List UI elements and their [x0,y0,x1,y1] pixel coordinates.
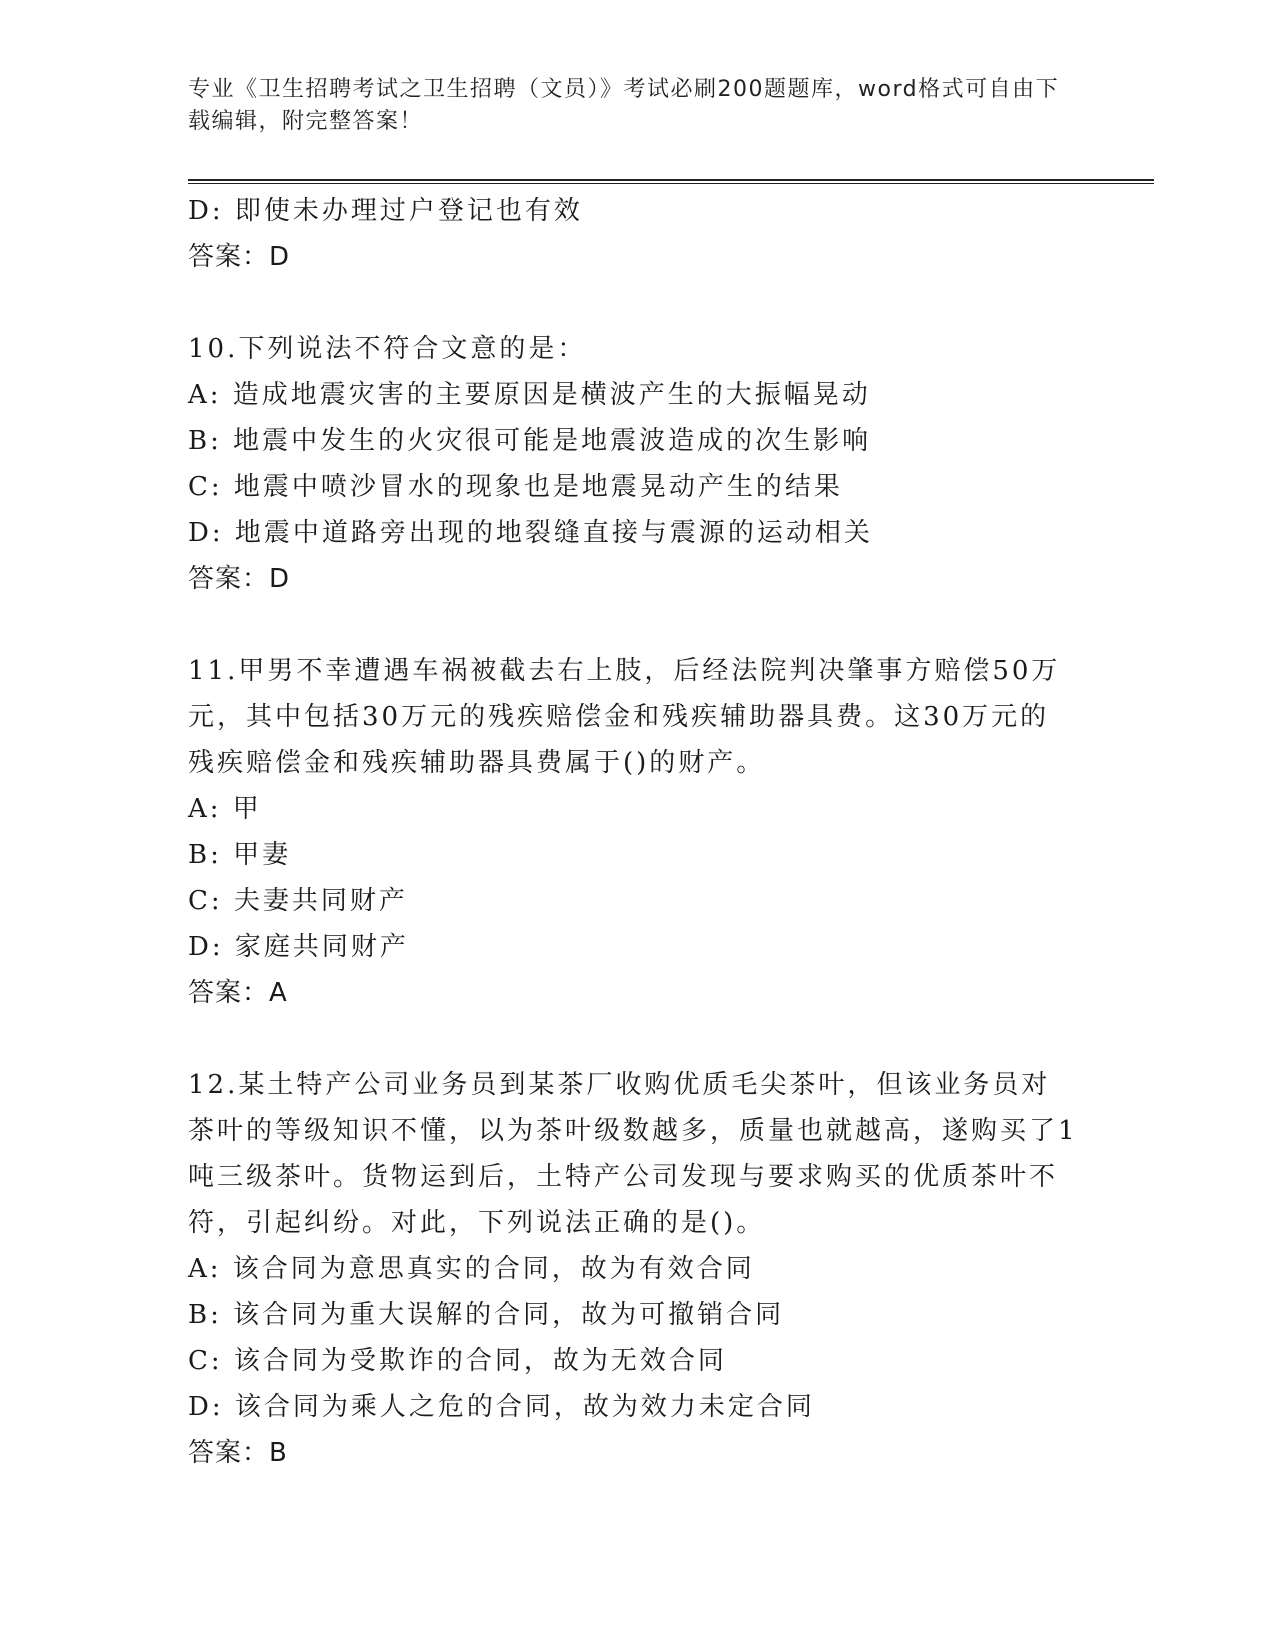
option-d: D: 即使未办理过户登记也有效 [188,196,583,226]
question-stem: 10.下列说法不符合文意的是： [188,334,587,364]
option-a: A: 甲 [188,794,262,824]
question-11 [188,648,1078,1016]
option-a: A: 该合同为意思真实的合同，故为有效合同 [188,1254,755,1284]
option-b: B: 地震中发生的火灾很可能是地震波造成的次生影响 [188,426,872,456]
option-d: D: 地震中道路旁出现的地裂缝直接与震源的运动相关 [188,518,873,548]
answer-line: 答案：D [188,564,291,594]
question-stem: 11.甲男不幸遭遇车祸被截去右上肢，后经法院判决肇事方赔偿50万元，其中包括30万元的残疾赔偿金和残疾辅助器具费。这30万元的残疾赔偿金和残疾辅助器具费属于()的财产。 [188,656,1061,778]
document-page [188,0,1154,1650]
spacer [188,1016,1078,1062]
header-divider [188,179,1154,184]
option-d: D: 该合同为乘人之危的合同，故为效力未定合同 [188,1392,815,1422]
option-a: A: 造成地震灾害的主要原因是横波产生的大振幅晃动 [188,380,871,410]
option-b: B: 该合同为重大误解的合同，故为可撤销合同 [188,1300,785,1330]
question-9-tail [188,188,1078,280]
question-12 [188,1062,1078,1476]
question-10 [188,326,1078,602]
answer-line: 答案：B [188,1438,288,1468]
answer-line: 答案：A [188,978,288,1008]
option-c: C: 该合同为受欺诈的合同，故为无效合同 [188,1346,727,1376]
question-list [188,188,1078,1476]
option-d: D: 家庭共同财产 [188,932,409,962]
option-c: C: 夫妻共同财产 [188,886,408,916]
document-header: 专业《卫生招聘考试之卫生招聘（文员）》考试必刷200题题库，word格式可自由下载编辑，附完整答案！ [188,77,1060,134]
spacer [188,280,1078,326]
option-b: B: 甲妻 [188,840,292,870]
answer-line: 答案：D [188,242,291,272]
spacer [188,602,1078,648]
option-c: C: 地震中喷沙冒水的现象也是地震晃动产生的结果 [188,472,843,502]
question-stem: 12.某土特产公司业务员到某茶厂收购优质毛尖茶叶，但该业务员对茶叶的等级知识不懂，以为茶叶级数越多，质量也就越高，遂购买了1吨三级茶叶。货物运到后，土特产公司发现与要求购买的优质茶叶不符，引起纠纷。对此，下列说法正确的是()。 [188,1070,1078,1238]
